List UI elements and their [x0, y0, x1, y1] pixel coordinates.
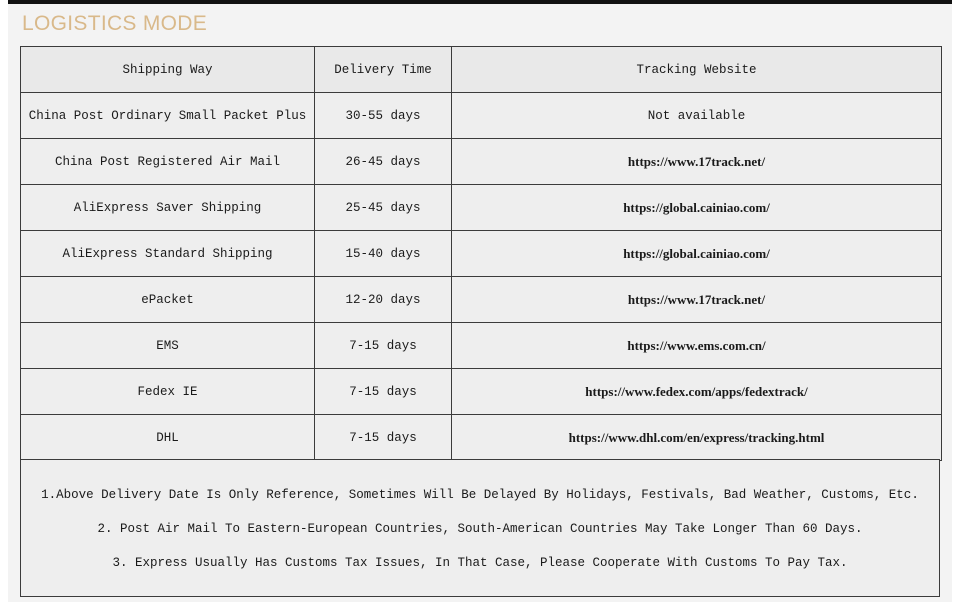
delivery-time-cell: 7-15 days	[315, 323, 452, 369]
top-divider	[8, 0, 952, 4]
tracking-website-link[interactable]: https://www.fedex.com/apps/fedextrack/	[452, 369, 942, 415]
header-shipping-way: Shipping Way	[21, 47, 315, 93]
tracking-website-link[interactable]: https://www.17track.net/	[452, 139, 942, 185]
tracking-website-link[interactable]: https://global.cainiao.com/	[452, 185, 942, 231]
shipping-way-cell: China Post Ordinary Small Packet Plus	[21, 93, 315, 139]
table-row	[21, 185, 942, 231]
delivery-time-cell: 15-40 days	[315, 231, 452, 277]
shipping-way-cell: EMS	[21, 323, 315, 369]
logistics-panel	[8, 0, 952, 602]
notes-box	[20, 459, 940, 597]
shipping-way-cell: DHL	[21, 415, 315, 461]
shipping-way-cell: China Post Registered Air Mail	[21, 139, 315, 185]
shipping-way-cell: ePacket	[21, 277, 315, 323]
note-customs-tax: 3. Express Usually Has Customs Tax Issues, In That Case, Please Cooperate With Customs To Pay Tax.	[112, 556, 848, 570]
table-row	[21, 139, 942, 185]
table-row	[21, 369, 942, 415]
shipping-way-cell: Fedex IE	[21, 369, 315, 415]
tracking-website-cell: Not available	[452, 93, 942, 139]
table-header-row	[21, 47, 942, 93]
table-row	[21, 415, 942, 461]
table-row	[21, 277, 942, 323]
table-row	[21, 231, 942, 277]
logistics-table	[20, 46, 942, 461]
header-delivery-time: Delivery Time	[315, 47, 452, 93]
tracking-website-link[interactable]: https://www.17track.net/	[452, 277, 942, 323]
tracking-website-link[interactable]: https://www.ems.com.cn/	[452, 323, 942, 369]
delivery-time-cell: 26-45 days	[315, 139, 452, 185]
delivery-time-cell: 30-55 days	[315, 93, 452, 139]
tracking-website-link[interactable]: https://www.dhl.com/en/express/tracking.html	[452, 415, 942, 461]
section-heading: LOGISTICS MODE	[22, 12, 208, 35]
delivery-time-cell: 25-45 days	[315, 185, 452, 231]
shipping-way-cell: AliExpress Standard Shipping	[21, 231, 315, 277]
delivery-time-cell: 7-15 days	[315, 369, 452, 415]
note-delivery-reference: 1.Above Delivery Date Is Only Reference, Sometimes Will Be Delayed By Holidays, Festivals, Bad Weather, Customs, Etc.	[41, 488, 919, 502]
delivery-time-cell: 7-15 days	[315, 415, 452, 461]
shipping-way-cell: AliExpress Saver Shipping	[21, 185, 315, 231]
tracking-website-link[interactable]: https://global.cainiao.com/	[452, 231, 942, 277]
table-row	[21, 323, 942, 369]
header-tracking-website: Tracking Website	[452, 47, 942, 93]
note-air-mail-delay: 2. Post Air Mail To Eastern-European Countries, South-American Countries May Take Longer Than 60 Days.	[97, 522, 863, 536]
delivery-time-cell: 12-20 days	[315, 277, 452, 323]
table-row	[21, 93, 942, 139]
